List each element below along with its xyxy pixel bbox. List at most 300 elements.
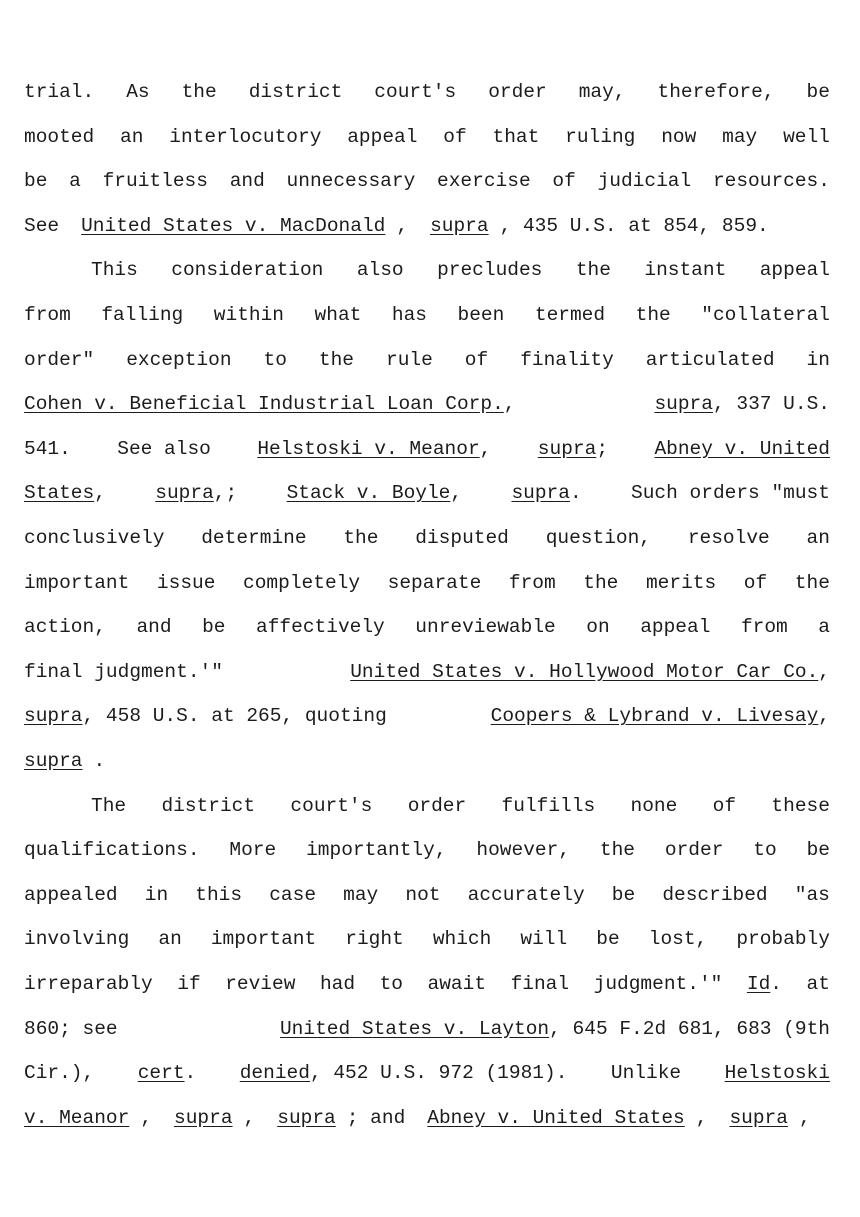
text-line — [91, 793, 830, 819]
word-group — [661, 124, 696, 150]
text-segment: from — [740, 616, 788, 639]
word-group — [214, 302, 284, 328]
text-segment: that — [492, 125, 540, 148]
word-group — [476, 837, 570, 863]
word-group — [177, 971, 200, 997]
text-segment: final judgment.'" — [24, 660, 223, 683]
word-group — [596, 926, 619, 952]
text-segment: rule — [386, 348, 433, 371]
word-group — [24, 213, 70, 239]
text-line — [24, 926, 830, 952]
word-group — [646, 570, 716, 596]
text-segment: "as — [794, 883, 830, 906]
text-line — [24, 614, 830, 640]
text-segment: district — [161, 794, 256, 817]
text-segment: to — [753, 839, 777, 862]
text-segment: in — [144, 883, 169, 906]
text-segment: falling — [101, 304, 184, 326]
text-line — [24, 837, 830, 863]
word-group — [631, 480, 830, 506]
word-group — [795, 882, 830, 908]
word-group — [594, 971, 723, 997]
text-segment: within — [213, 304, 285, 326]
word-group — [343, 882, 378, 908]
text-segment: court's — [374, 81, 457, 103]
word-group — [287, 480, 463, 506]
text-segment: ; — [596, 437, 609, 460]
text-segment: , — [450, 482, 463, 505]
case-citation: supra — [24, 750, 83, 772]
word-group — [24, 436, 71, 462]
word-group — [713, 168, 830, 194]
text-segment: , 337 U.S. — [712, 393, 830, 416]
text-segment: importantly, — [306, 839, 447, 862]
word-group — [783, 124, 830, 150]
text-segment: lost, — [648, 928, 708, 951]
word-group — [583, 570, 618, 596]
text-segment: well — [783, 125, 830, 148]
word-group — [688, 525, 770, 551]
word-group — [315, 302, 362, 328]
text-line — [24, 168, 830, 194]
text-segment: be — [806, 81, 830, 103]
text-segment: if — [177, 973, 201, 995]
case-citation: Helstoski — [724, 1062, 830, 1085]
word-group — [520, 347, 614, 373]
text-segment: be — [611, 883, 636, 906]
text-segment: issue — [156, 571, 216, 594]
word-group — [649, 926, 708, 952]
word-group — [24, 570, 129, 596]
word-group — [807, 971, 830, 997]
word-group — [465, 347, 488, 373]
word-group — [722, 124, 757, 150]
word-group — [747, 971, 782, 997]
text-segment: be — [596, 928, 620, 951]
case-citation: Id — [746, 973, 771, 995]
case-citation: supra — [537, 437, 597, 460]
text-segment: none — [630, 794, 678, 817]
word-group — [631, 793, 678, 819]
word-group — [243, 570, 360, 596]
text-segment: . — [93, 750, 106, 772]
text-segment: in — [806, 348, 830, 371]
case-citation: cert — [137, 1062, 185, 1085]
word-group — [818, 614, 830, 640]
text-segment: "collateral — [701, 304, 830, 326]
text-segment: now — [661, 125, 697, 148]
text-segment: , — [818, 705, 830, 728]
word-group — [579, 79, 626, 105]
text-segment: a — [69, 170, 81, 193]
text-segment: from — [24, 304, 71, 326]
word-group — [644, 257, 726, 283]
text-segment: the — [318, 348, 355, 371]
word-group — [350, 659, 830, 685]
text-segment: the — [575, 259, 611, 282]
text-segment: resources. — [712, 170, 830, 193]
text-segment: which — [432, 928, 492, 951]
text-line — [24, 703, 830, 729]
text-segment: may, — [578, 81, 626, 103]
word-group — [24, 971, 153, 997]
text-segment: of — [552, 170, 576, 193]
text-segment: from — [508, 571, 556, 594]
text-segment: right — [345, 928, 404, 951]
text-segment: judgment.'" — [593, 973, 723, 995]
word-group — [257, 436, 491, 462]
word-group — [611, 1060, 681, 1086]
text-segment: a — [818, 616, 830, 639]
text-line — [24, 124, 830, 150]
text-segment: has — [391, 304, 427, 326]
word-group — [24, 926, 129, 952]
word-group — [357, 257, 404, 283]
text-segment: ; and — [346, 1106, 406, 1129]
text-segment: an — [158, 928, 182, 951]
text-segment: , — [818, 660, 830, 683]
word-group — [269, 882, 316, 908]
word-group — [458, 302, 505, 328]
text-segment: Such orders "must — [631, 482, 830, 505]
word-group — [374, 79, 456, 105]
word-group — [249, 79, 343, 105]
case-citation: supra — [729, 1106, 788, 1129]
text-segment: , — [94, 482, 106, 505]
text-segment: , — [798, 1106, 811, 1129]
text-segment: been — [457, 304, 505, 326]
word-group — [392, 302, 427, 328]
word-group — [24, 168, 47, 194]
case-citation: supra — [174, 1106, 233, 1129]
word-group — [24, 347, 94, 373]
text-segment: , — [695, 1106, 708, 1129]
case-citation: supra — [511, 482, 570, 505]
text-line — [24, 1105, 830, 1131]
text-segment: may — [722, 125, 758, 148]
text-segment: what — [314, 304, 362, 326]
text-segment: appeal — [759, 259, 830, 282]
word-group — [347, 124, 417, 150]
text-segment: order — [664, 839, 724, 862]
text-segment: an — [120, 125, 144, 148]
text-line — [24, 347, 830, 373]
text-segment: , — [479, 437, 492, 460]
word-group — [437, 168, 531, 194]
word-group — [225, 971, 295, 997]
word-group — [807, 79, 830, 105]
text-line — [24, 659, 830, 685]
text-segment: , 435 U.S. at 854, 859. — [499, 214, 769, 237]
text-line — [24, 480, 830, 506]
word-group — [290, 793, 372, 819]
word-group — [701, 302, 830, 328]
text-segment: accurately — [467, 883, 585, 906]
word-group — [230, 168, 265, 194]
text-segment: ruling — [565, 125, 636, 148]
word-group — [103, 168, 208, 194]
word-group — [161, 793, 255, 819]
text-line — [24, 391, 830, 417]
word-group — [24, 703, 387, 729]
text-segment: to — [379, 973, 403, 995]
word-group — [229, 837, 276, 863]
word-group — [388, 570, 482, 596]
text-segment: separate — [387, 571, 482, 594]
text-segment: . — [770, 973, 782, 995]
text-segment: to — [263, 348, 287, 371]
text-segment: The — [91, 794, 127, 817]
case-citation: Coopers & Lybrand v. Livesay — [490, 705, 819, 728]
text-segment: finality — [520, 348, 614, 371]
text-line — [24, 79, 830, 105]
word-group — [343, 525, 378, 551]
word-group — [640, 614, 710, 640]
word-group — [24, 480, 106, 506]
word-group — [24, 391, 515, 417]
word-group — [24, 1105, 163, 1131]
word-group — [443, 124, 466, 150]
text-segment: court's — [290, 794, 373, 817]
text-segment: termed — [534, 304, 606, 326]
text-segment: , — [243, 1106, 256, 1129]
word-group — [586, 614, 609, 640]
text-segment: interlocutory — [169, 125, 322, 148]
text-segment: order" — [24, 348, 95, 371]
text-segment: await — [427, 973, 487, 995]
word-group — [437, 257, 542, 283]
text-segment: the — [343, 527, 379, 549]
text-segment: the — [181, 81, 217, 103]
case-citation: supra — [277, 1106, 336, 1129]
text-segment: the — [583, 571, 619, 594]
text-segment: and — [136, 616, 172, 639]
text-segment: fruitless — [102, 170, 208, 193]
text-segment: action, — [24, 616, 106, 639]
text-segment: appeal — [347, 125, 418, 148]
text-line — [24, 436, 830, 462]
text-segment: , 452 U.S. 972 (1981). — [309, 1062, 568, 1085]
text-segment: See also — [117, 437, 211, 460]
word-group — [713, 793, 736, 819]
word-group — [771, 793, 830, 819]
word-group — [169, 124, 321, 150]
word-group — [428, 971, 487, 997]
word-group — [654, 436, 830, 462]
case-citation: supra — [430, 214, 489, 237]
case-citation: v. Meanor — [24, 1106, 130, 1129]
word-group — [182, 79, 217, 105]
word-group — [488, 79, 547, 105]
word-group — [24, 302, 71, 328]
case-citation: supra — [24, 705, 83, 728]
word-group — [468, 882, 585, 908]
word-group — [81, 213, 419, 239]
word-group — [636, 302, 671, 328]
text-segment: order — [488, 81, 547, 103]
text-segment: of — [743, 571, 768, 594]
text-line — [24, 748, 830, 774]
word-group — [24, 614, 106, 640]
case-citation: United States v. MacDonald — [81, 214, 386, 237]
text-segment: had — [319, 973, 356, 995]
word-group — [493, 124, 540, 150]
text-segment: be — [806, 839, 830, 862]
word-group — [552, 168, 575, 194]
word-group — [658, 79, 775, 105]
text-segment: will — [520, 928, 568, 951]
word-group — [320, 971, 355, 997]
word-group — [195, 882, 242, 908]
word-group — [427, 1105, 718, 1131]
word-group — [101, 302, 183, 328]
word-group — [538, 436, 608, 462]
case-citation: Helstoski v. Meanor — [257, 437, 480, 460]
text-line — [24, 1016, 830, 1042]
text-segment: As — [126, 81, 150, 103]
text-segment: This — [91, 259, 138, 282]
text-segment: , — [396, 214, 409, 237]
text-segment: review — [225, 973, 296, 995]
word-group — [345, 926, 404, 952]
text-segment: on — [586, 616, 610, 639]
word-group — [502, 793, 596, 819]
text-segment: district — [248, 81, 343, 103]
text-segment: appealed — [24, 883, 118, 906]
word-group — [807, 837, 830, 863]
text-segment: an — [806, 527, 830, 549]
text-segment: probably — [736, 928, 830, 951]
text-segment: order — [407, 794, 467, 817]
text-segment: appeal — [640, 616, 711, 639]
word-group — [753, 837, 776, 863]
word-group — [744, 570, 767, 596]
word-group — [91, 257, 138, 283]
case-citation: United States v. Layton — [279, 1017, 550, 1040]
text-segment: consideration — [171, 259, 324, 282]
text-segment: case — [269, 883, 317, 906]
text-segment: and — [229, 170, 265, 193]
text-segment: also — [356, 259, 404, 282]
text-segment: disputed — [415, 527, 509, 549]
word-group — [256, 614, 385, 640]
case-citation: Abney v. United States — [427, 1106, 685, 1129]
word-group — [662, 882, 767, 908]
case-citation: Abney v. United — [654, 437, 830, 460]
word-group — [157, 570, 216, 596]
text-line — [24, 525, 830, 551]
case-citation: United States v. Hollywood Motor Car Co. — [350, 660, 819, 683]
text-line — [24, 882, 830, 908]
word-group — [24, 79, 94, 105]
text-segment: be — [202, 616, 226, 639]
text-segment: important — [210, 928, 317, 951]
word-group — [725, 1060, 830, 1086]
text-segment: precludes — [437, 259, 543, 282]
word-group — [277, 1105, 416, 1131]
text-segment: resolve — [687, 527, 770, 549]
word-group — [24, 1060, 94, 1086]
text-line — [24, 570, 830, 596]
word-group — [145, 882, 168, 908]
word-group — [171, 257, 323, 283]
word-group — [535, 302, 605, 328]
word-group — [807, 347, 830, 373]
word-group — [520, 926, 567, 952]
word-group — [136, 614, 171, 640]
text-segment: , 645 F.2d 681, 683 (9th — [549, 1017, 830, 1040]
word-group — [126, 79, 149, 105]
text-segment: mooted — [24, 125, 95, 148]
word-group — [24, 124, 94, 150]
word-group — [155, 480, 237, 506]
word-group — [405, 882, 440, 908]
word-group — [807, 525, 830, 551]
case-citation: Cohen v. Beneficial Industrial Loan Corp. — [24, 393, 504, 416]
word-group — [546, 525, 651, 551]
text-segment: important — [24, 571, 130, 594]
word-group — [408, 793, 467, 819]
text-segment: described — [662, 883, 768, 906]
text-segment: exception — [126, 348, 232, 371]
text-segment: 860; see — [24, 1017, 118, 1040]
text-line — [24, 213, 830, 239]
text-segment: , 458 U.S. at 265, quoting — [82, 705, 387, 728]
text-segment: unnecessary — [286, 170, 416, 193]
text-segment: 541. — [24, 437, 71, 460]
word-group — [91, 793, 126, 819]
word-group — [280, 1016, 830, 1042]
word-group — [795, 570, 830, 596]
text-segment: final — [510, 973, 570, 995]
word-group — [201, 525, 306, 551]
word-group — [138, 1060, 197, 1086]
word-group — [600, 837, 635, 863]
text-segment: affectively — [256, 616, 385, 639]
text-segment: Unlike — [610, 1062, 682, 1085]
text-segment: of — [464, 348, 489, 371]
word-group — [736, 926, 830, 952]
word-group — [729, 1105, 821, 1131]
text-segment: therefore, — [657, 81, 775, 103]
case-citation: supra — [654, 393, 713, 416]
word-group — [158, 926, 181, 952]
word-group — [240, 1060, 568, 1086]
text-segment: ,; — [213, 482, 238, 505]
text-segment: instant — [644, 259, 727, 282]
text-segment: determine — [201, 527, 307, 549]
text-segment: merits — [645, 571, 717, 594]
word-group — [24, 659, 223, 685]
text-segment: articulated — [645, 348, 775, 371]
text-segment: at — [806, 973, 830, 995]
word-group — [24, 882, 118, 908]
text-segment: judicial — [597, 170, 692, 193]
word-group — [741, 614, 788, 640]
text-segment: , — [140, 1106, 153, 1129]
word-group — [211, 926, 316, 952]
word-group — [306, 837, 446, 863]
word-group — [511, 480, 581, 506]
word-group — [319, 347, 354, 373]
text-segment: involving — [24, 928, 130, 951]
text-segment: of — [712, 794, 737, 817]
word-group — [174, 1105, 266, 1131]
word-group — [433, 926, 492, 952]
text-segment: question, — [545, 527, 652, 549]
word-group — [430, 213, 780, 239]
word-group — [380, 971, 403, 997]
